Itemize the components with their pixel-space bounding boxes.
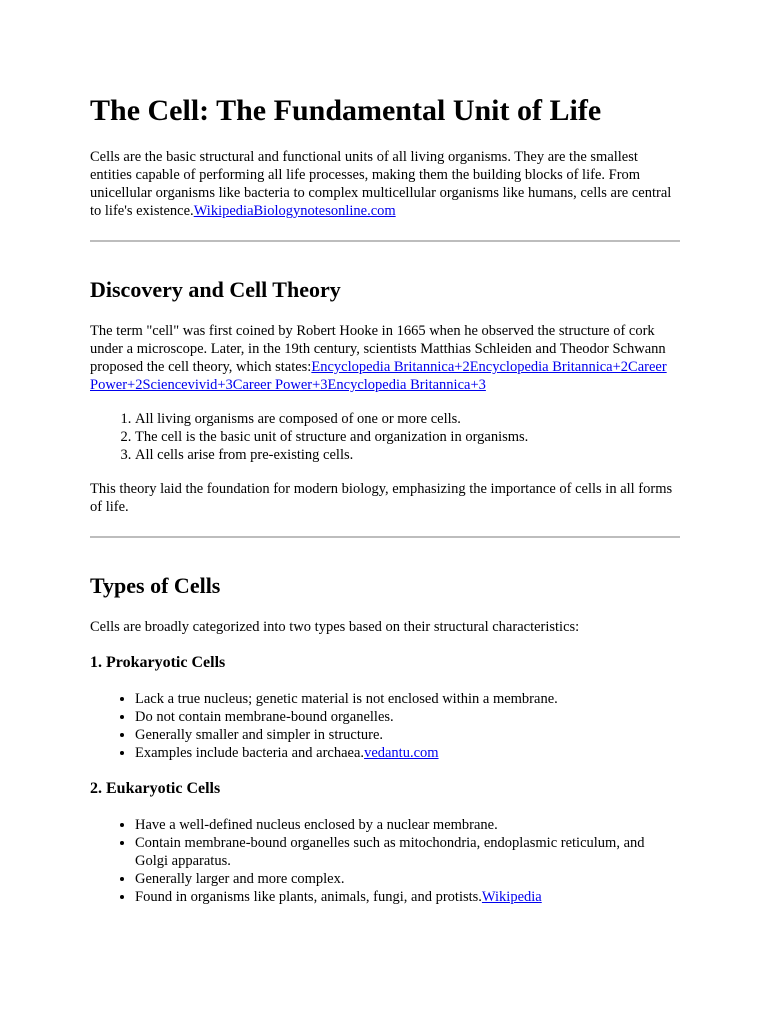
- eukaryotic-source-link[interactable]: Wikipedia: [481, 889, 542, 905]
- list-item: • Have a well-defined nucleus enclosed by a nuclear membrane.: [135, 816, 680, 834]
- eukaryotic-list: [90, 816, 680, 906]
- list-item: 2. The cell is the basic unit of structure and organization in organisms.: [135, 428, 680, 446]
- list-item: [135, 888, 680, 906]
- list-item: • Generally smaller and simpler in structure.: [135, 726, 680, 744]
- list-item: • Contain membrane-bound organelles such as mitochondria, endoplasmic reticulum, and Golgi apparatus.: [135, 834, 680, 870]
- discovery-heading: Discovery and Cell Theory: [90, 277, 341, 302]
- intro-source-link[interactable]: WikipediaBiologynotesonline.com: [193, 203, 396, 219]
- prokaryotic-heading: 1. Prokaryotic Cells: [90, 654, 226, 671]
- discovery-paragraph: [90, 322, 680, 394]
- list-item: • Do not contain membrane-bound organelles.: [135, 708, 680, 726]
- discovery-conclusion: This theory laid the foundation for modern biology, emphasizing the importance of cells in all forms of life.: [90, 481, 673, 515]
- eukaryotic-heading: 2. Eukaryotic Cells: [90, 780, 221, 797]
- page-title: The Cell: The Fundamental Unit of Life: [90, 94, 602, 127]
- intro-paragraph: [90, 148, 680, 220]
- list-item-text: Examples include bacteria and archaea.: [135, 745, 365, 761]
- section-divider: [90, 240, 680, 242]
- list-item: 1. All living organisms are composed of one or more cells.: [135, 410, 680, 428]
- intro-text: Cells are the basic structural and functional units of all living organisms. They are the smallest entities capable of performing all life processes, making them the building blocks of life. From unicellular organisms like bacteria to complex multicellular organisms like humans, cells are central to life's existence.: [90, 149, 672, 219]
- discovery-source-link[interactable]: Encyclopedia Britannica+2Encyclopedia Britannica+2Career Power+2Sciencevivid+3Career Power+3Encyclopedia Britannica+3: [90, 359, 667, 393]
- cell-theory-list: [90, 410, 680, 464]
- discovery-text: The term "cell" was first coined by Robert Hooke in 1665 when he observed the structure of cork under a microscope. Later, in the 19th century, scientists Matthias Schleiden and Theodor Schwann proposed the cell theory, which states:: [90, 323, 666, 375]
- list-item: 3. All cells arise from pre-existing cells.: [135, 446, 680, 464]
- section-divider: [90, 536, 680, 538]
- list-item: • Generally larger and more complex.: [135, 870, 680, 888]
- types-intro: Cells are broadly categorized into two types based on their structural characteristics:: [90, 619, 580, 635]
- list-item-text: Found in organisms like plants, animals, fungi, and protists.: [135, 889, 482, 905]
- types-heading: Types of Cells: [90, 573, 221, 598]
- document-content: [90, 92, 680, 922]
- list-item: [135, 744, 680, 762]
- prokaryotic-list: [90, 690, 680, 762]
- prokaryotic-source-link[interactable]: vedantu.com: [364, 745, 439, 761]
- list-item: • Lack a true nucleus; genetic material is not enclosed within a membrane.: [135, 690, 680, 708]
